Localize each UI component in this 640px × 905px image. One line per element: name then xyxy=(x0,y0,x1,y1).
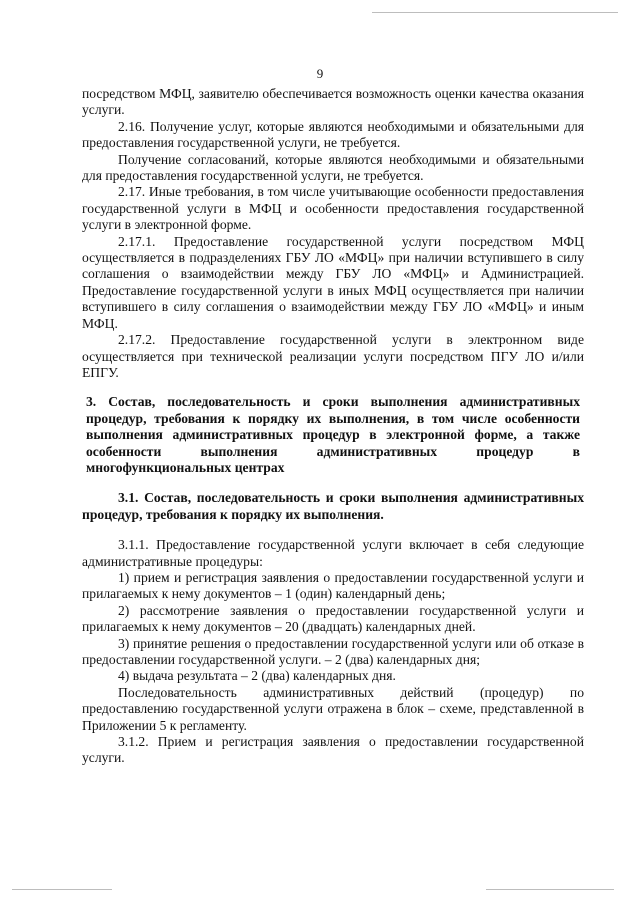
paragraph-3-1-2: 3.1.2. Прием и регистрация заявления о предоставлении государственной услуги. xyxy=(82,734,584,766)
document-body xyxy=(82,86,584,767)
scan-artifact-bottom-left xyxy=(12,889,112,890)
page-number: 9 xyxy=(316,66,324,81)
paragraph-2-16: 2.16. Получение услуг, которые являются необходимыми и обязательными для предоставления государственной услуги, не требуется. xyxy=(82,118,584,151)
list-item-3: 3) принятие решения о предоставлении государственной услуги или об отказе в предоставлении государственной услуги. – 2 (два) календарных дня; xyxy=(82,635,584,667)
paragraph-feedback: посредством МФЦ, заявителю обеспечивается возможность оценки качества оказания услуги. xyxy=(82,86,584,118)
paragraph-2-17-1: 2.17.1. Предоставление государственной услуги посредством МФЦ осуществляется в подразделениях ГБУ ЛО «МФЦ» при наличии вступившего в силу соглашения о взаимодействии между ГБУ ЛО «МФЦ» и Администрацией. Предоставление государственной услуги в иных МФЦ осуществляется при наличии вступившего в силу соглашения о взаимодействии между ГБУ ЛО «МФЦ» и иным МФЦ. xyxy=(82,233,584,331)
scan-artifact-bottom-right xyxy=(486,889,614,890)
list-item-2: 2) рассмотрение заявления о предоставлении государственной услуги и прилагаемых к нему документов – 20 (двадцать) календарных дней. xyxy=(82,602,584,635)
scan-artifact-top-right xyxy=(372,12,618,13)
paragraph-sequence: Последовательность административных действий (процедур) по предоставлению государственной услуги отражена в блок – схеме, представленной в Приложении 5 к регламенту. xyxy=(82,684,584,733)
subsection-heading-3-1: 3.1. Состав, последовательность и сроки выполнения административных процедур, требования к порядку их выполнения. xyxy=(82,490,584,522)
section-heading-3: 3. Состав, последовательность и сроки выполнения административных процедур, требования к порядку их выполнения, в том числе особенности выполнения административных процедур в электронной форме, а также особенности выполнения административных процедур в многофункциональных центрах xyxy=(86,394,580,475)
paragraph-2-17: 2.17. Иные требования, в том числе учитывающие особенности предоставления государственной услуги в МФЦ и особенности предоставления государственной услуги в электронной форме. xyxy=(82,184,584,233)
paragraph-3-1-1: 3.1.1. Предоставление государственной услуги включает в себя следующие административные процедуры: xyxy=(82,537,584,569)
list-item-4: 4) выдача результата – 2 (два) календарных дня. xyxy=(118,668,396,684)
paragraph-2-17-2: 2.17.2. Предоставление государственной услуги в электронном виде осуществляется при технической реализации услуги посредством ПГУ ЛО и/или ЕПГУ. xyxy=(82,332,584,380)
list-item-1: 1) прием и регистрация заявления о предоставлении государственной услуги и прилагаемых к нему документов – 1 (один) календарный день; xyxy=(82,569,584,602)
paragraph-approvals: Получение согласований, которые являются необходимыми и обязательными для предоставления государственной услуги, не требуется. xyxy=(82,151,584,184)
